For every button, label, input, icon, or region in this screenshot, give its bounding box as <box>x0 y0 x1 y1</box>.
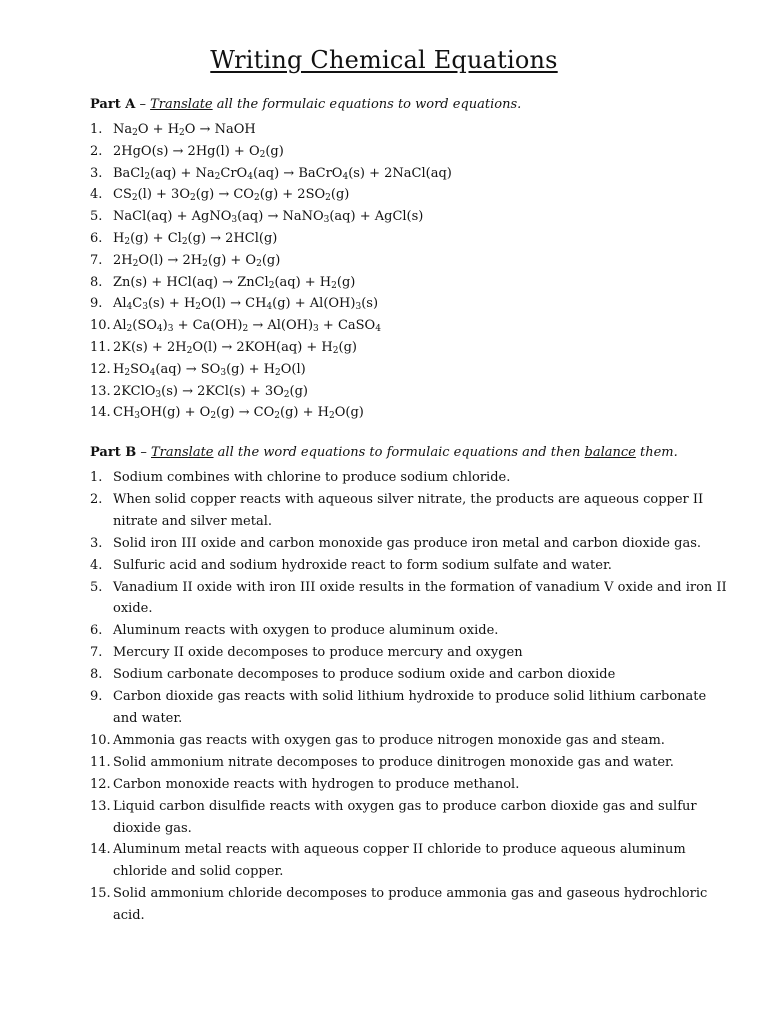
equation-item <box>90 359 730 381</box>
word-equation-item <box>90 686 730 730</box>
word-equation-item <box>90 467 730 489</box>
part-b-label: Part B <box>90 445 137 460</box>
equation-text: NaCl(aq) + AgNO$_3$(aq) → NaNO$_3$(aq) + AgCl(s) <box>113 209 424 226</box>
page-title: Writing Chemical Equations <box>210 46 558 74</box>
part-b-dash: – <box>140 445 147 460</box>
equation-item <box>90 272 730 294</box>
equation-text: $2K(s) + 2H_2O(l) \to 2KOH(aq) + H_2(g)$ <box>113 339 357 356</box>
part-b-list <box>90 467 730 927</box>
part-b-instruction-end: them. <box>640 445 678 460</box>
part-b-verb2: balance <box>584 445 636 460</box>
part-a-label: Part A <box>90 97 136 112</box>
equation-text: $2HgO(s) \to 2Hg(l) + O_2(g)$ <box>113 143 284 160</box>
item-number: 14. <box>90 842 111 858</box>
item-number: 13. <box>90 798 111 814</box>
part-a-dash: – <box>139 97 146 112</box>
word-equation-item <box>90 839 730 883</box>
word-equation-item <box>90 555 730 577</box>
word-equation-text: Sodium carbonate decomposes to produce sodium oxide and carbon dioxide <box>113 667 616 683</box>
item-number: 9. <box>90 689 103 705</box>
equation-text: BaCl$_2$(aq) + $Na_2CrO_4(aq)$ → BaCrO$_4$(s) + 2NaCl(aq) <box>113 165 452 182</box>
item-number: 5. <box>90 209 103 225</box>
word-equation-item <box>90 577 730 621</box>
word-equation-item <box>90 883 730 927</box>
word-equation-text: Liquid carbon disulfide reacts with oxygen gas to produce carbon dioxide gas and sulfur dioxide gas. <box>113 798 697 836</box>
word-equation-text: Aluminum reacts with oxygen to produce aluminum oxide. <box>113 623 499 639</box>
equation-text: $H_2(g) + Cl_2(g) \to 2HCl(g)$ <box>113 230 278 247</box>
equation-text: $CH_3OH(g) + O_2(g) \to CO_2(g) + H_2O(g)$ <box>113 405 364 422</box>
word-equation-item <box>90 796 730 840</box>
item-number: 3. <box>90 165 103 181</box>
word-equation-item <box>90 730 730 752</box>
word-equation-item <box>90 533 730 555</box>
equation-item <box>90 250 730 272</box>
item-number: 8. <box>90 667 103 683</box>
item-number: 10. <box>90 732 111 748</box>
equation-item <box>90 206 730 228</box>
part-b-instruction: all the word equations to formulaic equations and then <box>217 445 581 460</box>
equation-item <box>90 141 730 163</box>
word-equation-text: Carbon monoxide reacts with hydrogen to produce methanol. <box>113 776 520 792</box>
word-equation-text: Carbon dioxide gas reacts with solid lithium hydroxide to produce solid lithium carbonate and water. <box>113 689 707 726</box>
equation-text: $Na_2O + H_2O$ → NaOH <box>113 122 256 138</box>
item-number: 15. <box>90 886 111 902</box>
equation-text: Zn(s) + HCl(aq) → ZnCl$_2$(aq) + $H_2(g)$ <box>113 274 356 291</box>
item-number: 6. <box>90 230 103 246</box>
item-number: 8. <box>90 274 103 290</box>
item-number: 6. <box>90 623 103 639</box>
item-number: 12. <box>90 776 111 792</box>
equation-text: 2KClO$_3$(s) → $2KCl(s) + 3O_2(g)$ <box>113 383 308 400</box>
item-number: 9. <box>90 296 103 312</box>
item-number: 14. <box>90 405 111 421</box>
item-number: 4. <box>90 187 103 203</box>
word-equation-text: Ammonia gas reacts with oxygen gas to produce nitrogen monoxide gas and steam. <box>113 732 665 748</box>
word-equation-item <box>90 752 730 774</box>
equation-text: $H_2SO_4(aq) \to SO_3(g) + H_2O(l)$ <box>113 361 306 378</box>
item-number: 13. <box>90 383 111 399</box>
word-equation-item <box>90 489 730 533</box>
word-equation-text: Solid ammonium nitrate decomposes to produce dinitrogen monoxide gas and water. <box>113 754 674 770</box>
word-equation-text: Aluminum metal reacts with aqueous copper II chloride to produce aqueous aluminum chloride and solid copper. <box>113 842 686 880</box>
item-number: 5. <box>90 579 103 595</box>
word-equation-text: Vanadium II oxide with iron III oxide results in the formation of vanadium V oxide and iron II oxide. <box>113 579 727 617</box>
part-b-verb: Translate <box>151 445 214 460</box>
equation-text: $Al_2(SO_4)_3 + Ca(OH)_2 \to Al(OH)_3$ + CaSO$_4$ <box>113 318 381 335</box>
part-a-instruction: all the formulaic equations to word equations. <box>216 97 522 112</box>
part-a-list <box>90 119 730 424</box>
word-equation-text: Sodium combines with chlorine to produce sodium chloride. <box>113 470 511 485</box>
word-equation-item <box>90 620 730 642</box>
word-equation-text: When solid copper reacts with aqueous silver nitrate, the products are aqueous copper II nitrate and silver metal. <box>113 491 704 529</box>
equation-item <box>90 184 730 206</box>
word-equation-item <box>90 774 730 796</box>
item-number: 1. <box>90 122 103 137</box>
equation-item <box>90 293 730 315</box>
item-number: 2. <box>90 491 103 507</box>
equation-item <box>90 228 730 250</box>
equation-item <box>90 119 730 141</box>
item-number: 11. <box>90 754 111 770</box>
equation-item <box>90 315 730 337</box>
item-number: 1. <box>90 470 103 485</box>
equation-text: $CS_2(l) + 3O_2(g) \to CO_2(g) + 2SO_2(g)$ <box>113 187 350 204</box>
item-number: 2. <box>90 143 103 159</box>
equation-item <box>90 402 730 424</box>
equation-item <box>90 163 730 185</box>
item-number: 4. <box>90 557 103 573</box>
part-a-heading <box>90 95 521 115</box>
item-number: 11. <box>90 339 111 355</box>
item-number: 10. <box>90 318 111 334</box>
item-number: 7. <box>90 645 103 661</box>
item-number: 12. <box>90 361 111 377</box>
item-number: 7. <box>90 252 103 268</box>
item-number: 3. <box>90 535 103 551</box>
equation-item <box>90 337 730 359</box>
equation-text: $Al_4C_3(s) + H_2O(l) \to CH_4(g) + Al(OH)_3(s)$ <box>113 296 379 313</box>
part-a-verb: Translate <box>150 97 213 112</box>
word-equation-text: Sulfuric acid and sodium hydroxide react to form sodium sulfate and water. <box>113 557 612 573</box>
word-equation-text: Solid iron III oxide and carbon monoxide gas produce iron metal and carbon dioxide gas. <box>113 535 701 551</box>
part-b-heading <box>90 443 678 463</box>
equation-text: $2H_2O(l) \to 2H_2(g) + O_2(g)$ <box>113 252 281 269</box>
word-equation-text: Solid ammonium chloride decomposes to produce ammonia gas and gaseous hydrochloric acid. <box>113 886 708 924</box>
word-equation-item <box>90 642 730 664</box>
word-equation-item <box>90 664 730 686</box>
word-equation-text: Mercury II oxide decomposes to produce mercury and oxygen <box>113 645 523 661</box>
equation-item <box>90 381 730 403</box>
